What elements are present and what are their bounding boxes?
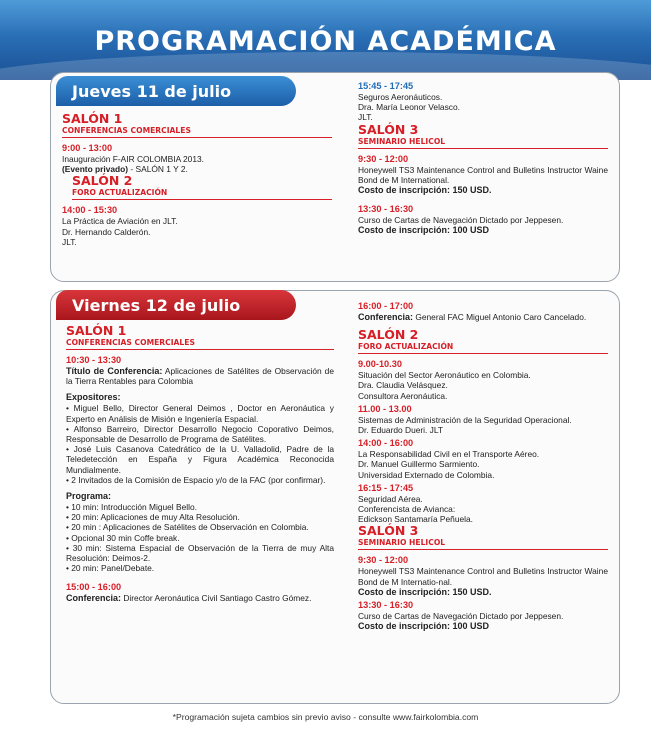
organization: Consultora Aeronáutica. [358,390,448,401]
salon-subtitle: FORO ACTUALIZACIÓN [358,342,608,354]
session-text: Inauguración F-AIR COLOMBIA 2013. [62,154,204,164]
organization: JLT. [358,112,373,123]
session-time: 9:30 - 12:00 [358,555,409,566]
organization: JLT. [62,236,77,247]
session-text [358,312,608,322]
list-item: • José Luis Casanova Catedrático de la U. Valladolid, Padre de la Teledetección en España y Figura Académica Reconocida Mundialmente. [66,444,334,475]
session-text: Seguros Aeronáuticos. [358,92,443,102]
list-item: • 20 min: Panel/Debate. [66,563,155,574]
session-time: 13:30 - 16:30 [358,204,414,215]
salon-title: SALÓN 3 [358,121,419,137]
day2-right-column [358,298,608,631]
session-text [66,366,334,386]
session-description: Aplicaciones de Satélites de Observación de la Tierra Rentables para Colombia [66,366,334,387]
session-cost: Costo de inscripción: 100 USD [358,225,490,236]
session-time: 15:45 - 17:45 [358,81,414,91]
list-item: • 30 min: Sistema Espacial de Observación de la Tierra de muy Alta Resolución: Deimos-2. [66,542,334,564]
salon-title: SALÓN 1 [62,111,123,126]
session-description: Director Aeronáutica Civil Santiago Castro Gómez. [121,593,312,604]
list-item: • Miguel Bello, Director General Deimos , Doctor en Aeronáutica y Experto en Análisis de Misión e Ingeniería Espacial. [66,403,334,424]
header-banner [0,0,651,80]
day1-left-column [62,112,332,247]
speaker-role: Conferencista de Avianca: [358,504,456,515]
list-item: • 10 min: Introducción Miguel Bello. [66,502,197,513]
session-note-rest: - SALÓN 1 Y 2. [128,164,188,175]
session-text: Honeywell TS3 Maintenance Control and Bulletins Instructor Waine Bond de M International. [358,164,608,185]
speaker: Dra. Claudia Velásquez. [358,380,448,391]
session-text: Seguridad Aérea. [358,493,423,504]
session-text: La Práctica de Aviación en JLT. [62,216,178,227]
list-item: • Alfonso Barreiro, Director Desarrollo Negocio Coporativo Deimos, Responsable de Desarrollo de Programa de Satélites. [66,423,334,445]
salon-title: SALÓN 1 [66,323,127,338]
salon2-block [62,174,332,200]
session-time: 16:00 - 17:00 [358,301,414,311]
speaker: Edickson Santamaría Peñuela. [358,514,473,525]
session-text: Sistemas de Administración de la Seguridad Operacional. [358,414,572,425]
session-text: Honeywell TS3 Maintenance Control and Bulletins Instructor Waine Bond de M Internatio-nal. [358,566,608,587]
session-text: Situación del Sector Aeronáutico en Colombia. [358,370,531,381]
session-text [66,593,334,603]
day1-tab: Jueves 11 de julio [56,76,296,106]
session-time: 13:30 - 16:30 [358,600,414,611]
list-item: • 2 Invitados de la Comisión de Espacio y/o de la FAC (por confirmar). [66,474,326,485]
list-item: • 20 min: Aplicaciones de muy Alta Resolución. [66,512,240,523]
session-text: La Responsabilidad Civil en el Transporte Aéreo. [358,449,540,460]
session-time: 10:30 - 13:30 [66,355,122,365]
list-item: • 20 min : Aplicaciones de Satélites de Observación en Colombia. [66,522,309,533]
speaker: Dr. Eduardo Dueri. JLT [358,425,444,436]
salon-subtitle: FORO ACTUALIZACIÓN [72,188,332,200]
session-description: General FAC Miguel Antonio Caro Cancelado. [413,312,587,322]
session-time: 15:00 - 16:00 [66,582,122,593]
session-cost: Costo de inscripción: 100 USD [358,621,490,632]
speaker: Dr. Hernando Calderón. [62,226,151,237]
speaker: Dra. María Leonor Velasco. [358,102,460,113]
session-note: (Evento privado) [62,164,129,175]
session-time: 14:00 - 16:00 [358,438,414,449]
page-title: PROGRAMACIÓN ACADÉMICA [94,26,557,57]
session-time: 9:00 - 13:00 [62,143,113,153]
session-time: 16:15 - 17:45 [358,482,414,493]
salon-title: SALÓN 2 [358,327,419,343]
session-label: Título de Conferencia: [66,366,163,376]
salon-subtitle: SEMINARIO HELICOL [358,538,608,550]
salon-title: SALÓN 2 [72,173,133,189]
session-label: Conferencia: [358,312,414,322]
session-cost: Costo de inscripción: 150 USD. [358,586,492,597]
list-item: • Opcional 30 min Coffe break. [66,532,180,543]
day1-right-column [358,78,608,236]
session-label: Conferencia: [66,593,122,604]
organization: Universidad Externado de Colombia. [358,469,495,480]
session-time: 14:00 - 15:30 [62,205,118,216]
speaker: Dr. Manuel Guillermo Sarmiento. [358,459,480,470]
footer-note: *Programación sujeta cambios sin previo aviso - consulte www.fairkolombia.com [172,712,479,722]
day2-left-column [66,324,334,604]
session-time: 9.00-10.30 [358,359,402,370]
session-time: 11.00 - 13.00 [358,403,412,414]
session-text: Curso de Cartas de Navegación Dictado por Jeppesen. [358,611,564,622]
day2-tab: Viernes 12 de julio [56,290,296,320]
salon-subtitle: CONFERENCIAS COMERCIALES [66,338,334,350]
salon-title: SALÓN 3 [358,523,419,539]
session-cost: Costo de inscripción: 150 USD. [358,185,492,196]
session-text: Curso de Cartas de Navegación Dictado por Jeppesen. [358,215,564,226]
salon-subtitle: CONFERENCIAS COMERCIALES [62,126,332,138]
salon-subtitle: SEMINARIO HELICOL [358,137,608,149]
programa-label: Programa: [66,491,112,502]
expositores-label: Expositores: [66,392,121,403]
session-time: 9:30 - 12:00 [358,153,409,164]
